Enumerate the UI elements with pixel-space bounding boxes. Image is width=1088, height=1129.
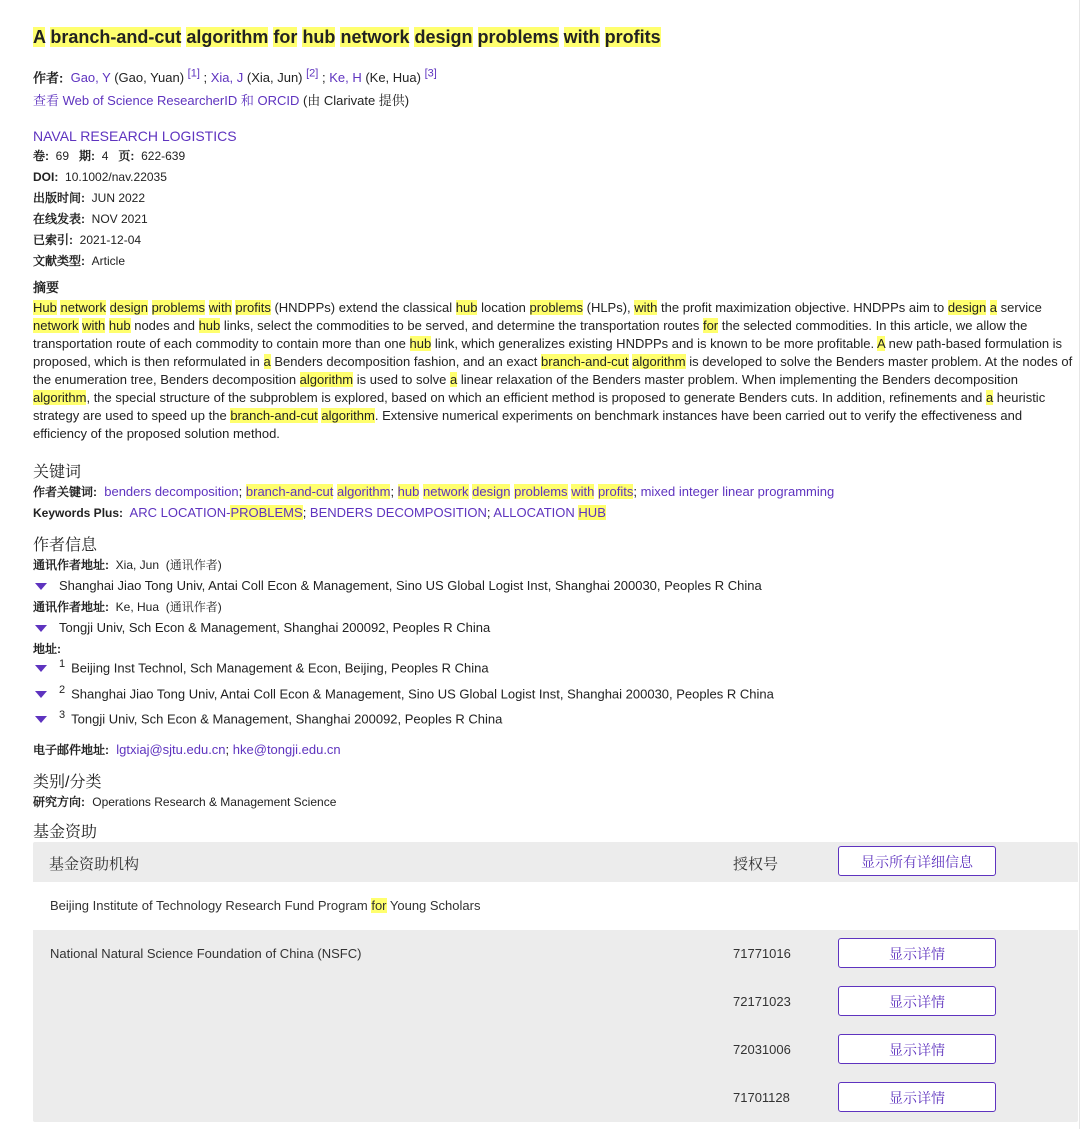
- abstract-segment: the profit maximization objective. HNDPPs aim to: [657, 300, 948, 315]
- abstract-segment: algorithm: [299, 372, 354, 387]
- funding-row-1: [33, 882, 1078, 930]
- keywords-plus-label: Keywords Plus:: [33, 506, 124, 520]
- email-row: [33, 741, 341, 759]
- corr-author-2-address-text: Tongji Univ, Sch Econ & Management, Shanghai 200092, Peoples R China: [59, 620, 491, 635]
- abstract-segment: branch-and-cut: [230, 408, 318, 423]
- journal-name-link[interactable]: NAVAL RESEARCH LOGISTICS: [33, 128, 237, 144]
- corr-author-1-label: 通讯作者地址:: [33, 558, 109, 572]
- research-area-value: Operations Research & Management Science: [92, 795, 337, 809]
- abstract-segment: hub: [108, 318, 131, 333]
- corr-author-1-address: [35, 578, 762, 593]
- keyword-link[interactable]: design: [472, 484, 511, 499]
- author-link[interactable]: Ke, H: [329, 70, 362, 86]
- abstract-segment: network: [33, 318, 79, 333]
- funding-table-header: [33, 842, 1078, 882]
- keyword-link[interactable]: HUB: [578, 505, 606, 520]
- abstract-label: 摘要: [33, 280, 60, 295]
- corr-author-2-address: [35, 620, 490, 635]
- expand-caret-icon[interactable]: [35, 716, 47, 723]
- email-link-1[interactable]: lgtxiaj@sjtu.edu.cn: [116, 742, 226, 757]
- author-keywords-row: [33, 483, 834, 501]
- volume-row: [33, 147, 185, 165]
- abstract-segment: a: [263, 354, 271, 369]
- author-separator: ;: [199, 70, 211, 86]
- abstract-segment: the selected commodities. In this article, we allow the transportation route of each commodity to contain more than one: [33, 318, 1028, 351]
- keyword-link[interactable]: problems: [514, 484, 568, 499]
- corr-author-2-role: (通讯作者): [165, 600, 222, 614]
- funding-agency-text: for: [371, 898, 387, 913]
- grant-number: 71771016: [733, 946, 791, 961]
- title-word: [559, 27, 564, 47]
- abstract-segment: problems: [529, 300, 583, 315]
- abstract-segment: Hub: [33, 300, 57, 315]
- author-link[interactable]: Xia, J: [210, 70, 244, 86]
- author-full-name: (Xia, Jun): [243, 70, 307, 86]
- keyword-link[interactable]: BENDERS DECOMPOSITION: [309, 505, 487, 520]
- abstract-segment: with: [82, 318, 106, 333]
- address-text: Shanghai Jiao Tong Univ, Antai Coll Econ & Management, Sino US Global Logist Inst, Shanghai 200030, Peoples R China: [71, 686, 774, 702]
- abstract-segment: Benders decomposition fashion, and an exact: [270, 354, 542, 369]
- author-affiliation-ref[interactable]: [2]: [306, 68, 319, 80]
- abstract-segment: location: [477, 300, 530, 315]
- researcher-provider: (由 Clarivate 提供): [299, 93, 410, 108]
- author-full-name: (Gao, Yuan): [110, 70, 188, 86]
- funding-agency-2: National Natural Science Foundation of China (NSFC): [50, 946, 362, 961]
- title-word: algorithm: [186, 27, 269, 47]
- show-details-button[interactable]: 显示详情: [838, 1034, 996, 1064]
- keyword-separator: ;: [486, 505, 494, 520]
- doc-type-row: [33, 252, 125, 270]
- authors-row: [33, 65, 437, 87]
- category-heading: 类别/分类: [33, 774, 102, 791]
- email-separator: ;: [225, 742, 233, 757]
- abstract-segment: is used to solve: [353, 372, 450, 387]
- show-details-button[interactable]: 显示详情: [838, 938, 996, 968]
- title-word: network: [340, 27, 410, 47]
- abstract-segment: algorithm: [33, 390, 87, 405]
- expand-caret-icon[interactable]: [35, 583, 47, 590]
- expand-caret-icon[interactable]: [35, 625, 47, 632]
- author-full-name: (Ke, Hua): [361, 70, 425, 86]
- corr-author-2-label: 通讯作者地址:: [33, 600, 109, 614]
- abstract-segment: (HNDPPs) extend the classical: [270, 300, 456, 315]
- corr-author-1: [33, 556, 222, 574]
- title-word: profits: [604, 27, 661, 47]
- address-text: Tongji Univ, Sch Econ & Management, Shanghai 200092, Peoples R China: [71, 711, 503, 727]
- abstract-segment: link, which generalizes existing HNDPPs and is known to be more profitable.: [431, 336, 878, 351]
- corr-author-1-address-text: Shanghai Jiao Tong Univ, Antai Coll Econ & Management, Sino US Global Logist Inst, Shanghai 200030, Peoples R China: [59, 578, 762, 593]
- keywords-plus-list: [130, 505, 606, 520]
- show-all-details-button[interactable]: 显示所有详细信息: [838, 846, 996, 876]
- expand-caret-icon[interactable]: [35, 691, 47, 698]
- corr-author-1-name: Xia, Jun: [115, 558, 160, 572]
- col-grant-header: 授权号: [733, 856, 779, 873]
- authors-list: [71, 70, 437, 85]
- abstract-segment: network: [60, 300, 107, 315]
- grant-number: 71701128: [733, 1090, 790, 1105]
- doc-type-value: Article: [91, 254, 126, 268]
- abstract-segment: with: [634, 300, 658, 315]
- abstract-segment: A: [877, 336, 885, 351]
- indexed-label: 已索引:: [33, 233, 73, 247]
- keyword-separator: ;: [302, 505, 310, 520]
- keyword-separator: ;: [238, 484, 246, 499]
- author-link[interactable]: Gao, Y: [70, 70, 111, 86]
- doi-row: [33, 168, 167, 186]
- abstract-segment: algorithm: [632, 354, 686, 369]
- abstract-text: [33, 299, 1078, 443]
- addresses-label: 地址:: [33, 642, 61, 656]
- abstract-segment: problems: [151, 300, 206, 315]
- title-word: for: [273, 27, 298, 47]
- keyword-link[interactable]: network: [423, 484, 469, 499]
- address-item-3: [35, 709, 502, 726]
- title-word: branch-and-cut: [50, 27, 182, 47]
- title-word: A: [33, 27, 46, 47]
- col-agency-header: 基金资助机构: [49, 856, 140, 873]
- address-number: 1: [59, 658, 66, 670]
- title-word: design: [414, 27, 473, 47]
- title-word: [600, 27, 605, 47]
- author-separator: ;: [318, 70, 330, 86]
- address-item-1: [35, 658, 489, 675]
- abstract-segment: branch-and-cut: [541, 354, 629, 369]
- abstract-segment: service: [997, 300, 1042, 315]
- volume-label: 卷:: [33, 149, 49, 163]
- keyword-link[interactable]: PROBLEMS: [230, 505, 303, 520]
- abstract-segment: design: [109, 300, 148, 315]
- corr-author-2-name: Ke, Hua: [115, 600, 160, 614]
- keyword-link[interactable]: benders decomposition: [104, 484, 239, 499]
- abstract-segment: algorithm: [321, 408, 375, 423]
- title-word: [473, 27, 478, 47]
- abstract-segment: with: [208, 300, 232, 315]
- doc-type-label: 文献类型:: [33, 254, 85, 268]
- show-details-button[interactable]: 显示详情: [838, 1082, 996, 1112]
- volume-value: 69: [55, 149, 70, 163]
- address-text: Beijing Inst Technol, Sch Management & Econ, Beijing, Peoples R China: [71, 660, 489, 676]
- article-title: [33, 27, 661, 48]
- issue-value: 4: [101, 149, 109, 163]
- abstract-segment: linear relaxation of the Benders master problem. When implementing the Benders decomposition: [457, 372, 1018, 387]
- abstract-segment: nodes and: [130, 318, 199, 333]
- grant-number: 72031006: [733, 1042, 791, 1057]
- online-date-label: 在线发表:: [33, 212, 85, 226]
- address-number: 3: [59, 709, 66, 721]
- corr-author-2: [33, 598, 222, 616]
- researcher-id-link[interactable]: 查看 Web of Science ResearcherID 和 ORCID: [33, 93, 300, 108]
- funding-agency-text: Beijing Institute of Technology Research Fund Program: [50, 898, 372, 913]
- pub-date-value: JUN 2022: [91, 191, 146, 205]
- addresses-label-row: [33, 640, 61, 658]
- pages-value: 622-639: [141, 149, 186, 163]
- author-info-heading: 作者信息: [33, 537, 98, 554]
- abstract-segment: heuristic strategy are used to speed up the: [33, 390, 1046, 423]
- funding-table: [33, 842, 1078, 1122]
- doi-value: 10.1002/nav.22035: [65, 170, 167, 184]
- keywords-plus-row: [33, 504, 606, 522]
- pub-date-label: 出版时间:: [33, 191, 85, 205]
- author-keywords-list: [104, 484, 834, 499]
- abstract-segment: hub: [455, 300, 478, 315]
- abstract-segment: a: [985, 390, 994, 405]
- keyword-link[interactable]: mixed integer linear programming: [640, 484, 835, 499]
- abstract-segment: design: [947, 300, 987, 315]
- abstract-segment: hub: [198, 318, 221, 333]
- abstract-segment: . Extensive numerical experiments on benchmark instances have been carried out to verify the effectiveness and efficiency of the proposed solution method.: [33, 408, 1023, 441]
- abstract-segment: (HLPs),: [583, 300, 635, 315]
- abstract-segment: is developed to solve the Benders master problem. At the nodes of the enumeration tree, Benders decomposition: [33, 354, 1073, 387]
- author-affiliation-ref[interactable]: [1]: [187, 68, 200, 80]
- indexed-row: [33, 231, 141, 249]
- issue-label: 期:: [79, 149, 96, 163]
- address-item-2: [35, 684, 774, 701]
- online-date-value: NOV 2021: [91, 212, 148, 226]
- keyword-separator: ;: [390, 484, 398, 499]
- abstract-segment: a: [449, 372, 458, 387]
- journal-row: [33, 127, 237, 145]
- pages-label: 页:: [118, 149, 135, 163]
- abstract-segment: for: [702, 318, 719, 333]
- funding-agency-text: Young Scholars: [386, 898, 481, 913]
- keyword-link[interactable]: ALLOCATION: [493, 505, 579, 520]
- funding-heading: 基金资助: [33, 824, 98, 841]
- expand-caret-icon[interactable]: [35, 665, 47, 672]
- indexed-value: 2021-12-04: [79, 233, 142, 247]
- keyword-link[interactable]: profits: [597, 484, 634, 499]
- author-keywords-label: 作者关键词:: [33, 485, 97, 499]
- title-word: hub: [302, 27, 336, 47]
- title-word: problems: [477, 27, 559, 47]
- address-number: 2: [59, 684, 66, 696]
- researcher-row: [33, 92, 409, 110]
- abstract-segment: , the special structure of the subproblem is explored, based on which an efficient method is proposed to generate Benders cuts. In addition, refinements and: [86, 390, 986, 405]
- authors-label: 作者:: [33, 70, 64, 86]
- email-label: 电子邮件地址:: [33, 743, 109, 757]
- corr-author-1-role: (通讯作者): [165, 558, 222, 572]
- email-link-2[interactable]: hke@tongji.edu.cn: [232, 742, 341, 757]
- abstract-segment: a: [989, 300, 998, 315]
- keyword-link[interactable]: ARC LOCATION-: [129, 505, 231, 520]
- grant-number: 72171023: [733, 994, 791, 1009]
- doi-label: DOI:: [33, 170, 59, 184]
- author-affiliation-ref[interactable]: [3]: [424, 68, 437, 80]
- funding-agency-1: [50, 898, 480, 913]
- keyword-link[interactable]: branch-and-cut: [245, 484, 334, 499]
- keyword-link[interactable]: hub: [397, 484, 420, 499]
- research-area-label: 研究方向:: [33, 795, 85, 809]
- keyword-link[interactable]: algorithm: [336, 484, 391, 499]
- show-details-button[interactable]: 显示详情: [838, 986, 996, 1016]
- pub-date-row: [33, 189, 145, 207]
- keyword-link[interactable]: with: [571, 484, 595, 499]
- online-date-row: [33, 210, 148, 228]
- keyword-separator: ;: [633, 484, 641, 499]
- abstract-segment: profits: [235, 300, 271, 315]
- keywords-heading: 关键词: [33, 464, 82, 481]
- title-word: with: [563, 27, 600, 47]
- research-area-row: [33, 793, 336, 811]
- abstract-segment: new path-based formulation is proposed, which is then reformulated in: [33, 336, 1063, 369]
- abstract-segment: links, select the commodities to be served, and determine the transportation routes: [220, 318, 703, 333]
- abstract-segment: hub: [409, 336, 432, 351]
